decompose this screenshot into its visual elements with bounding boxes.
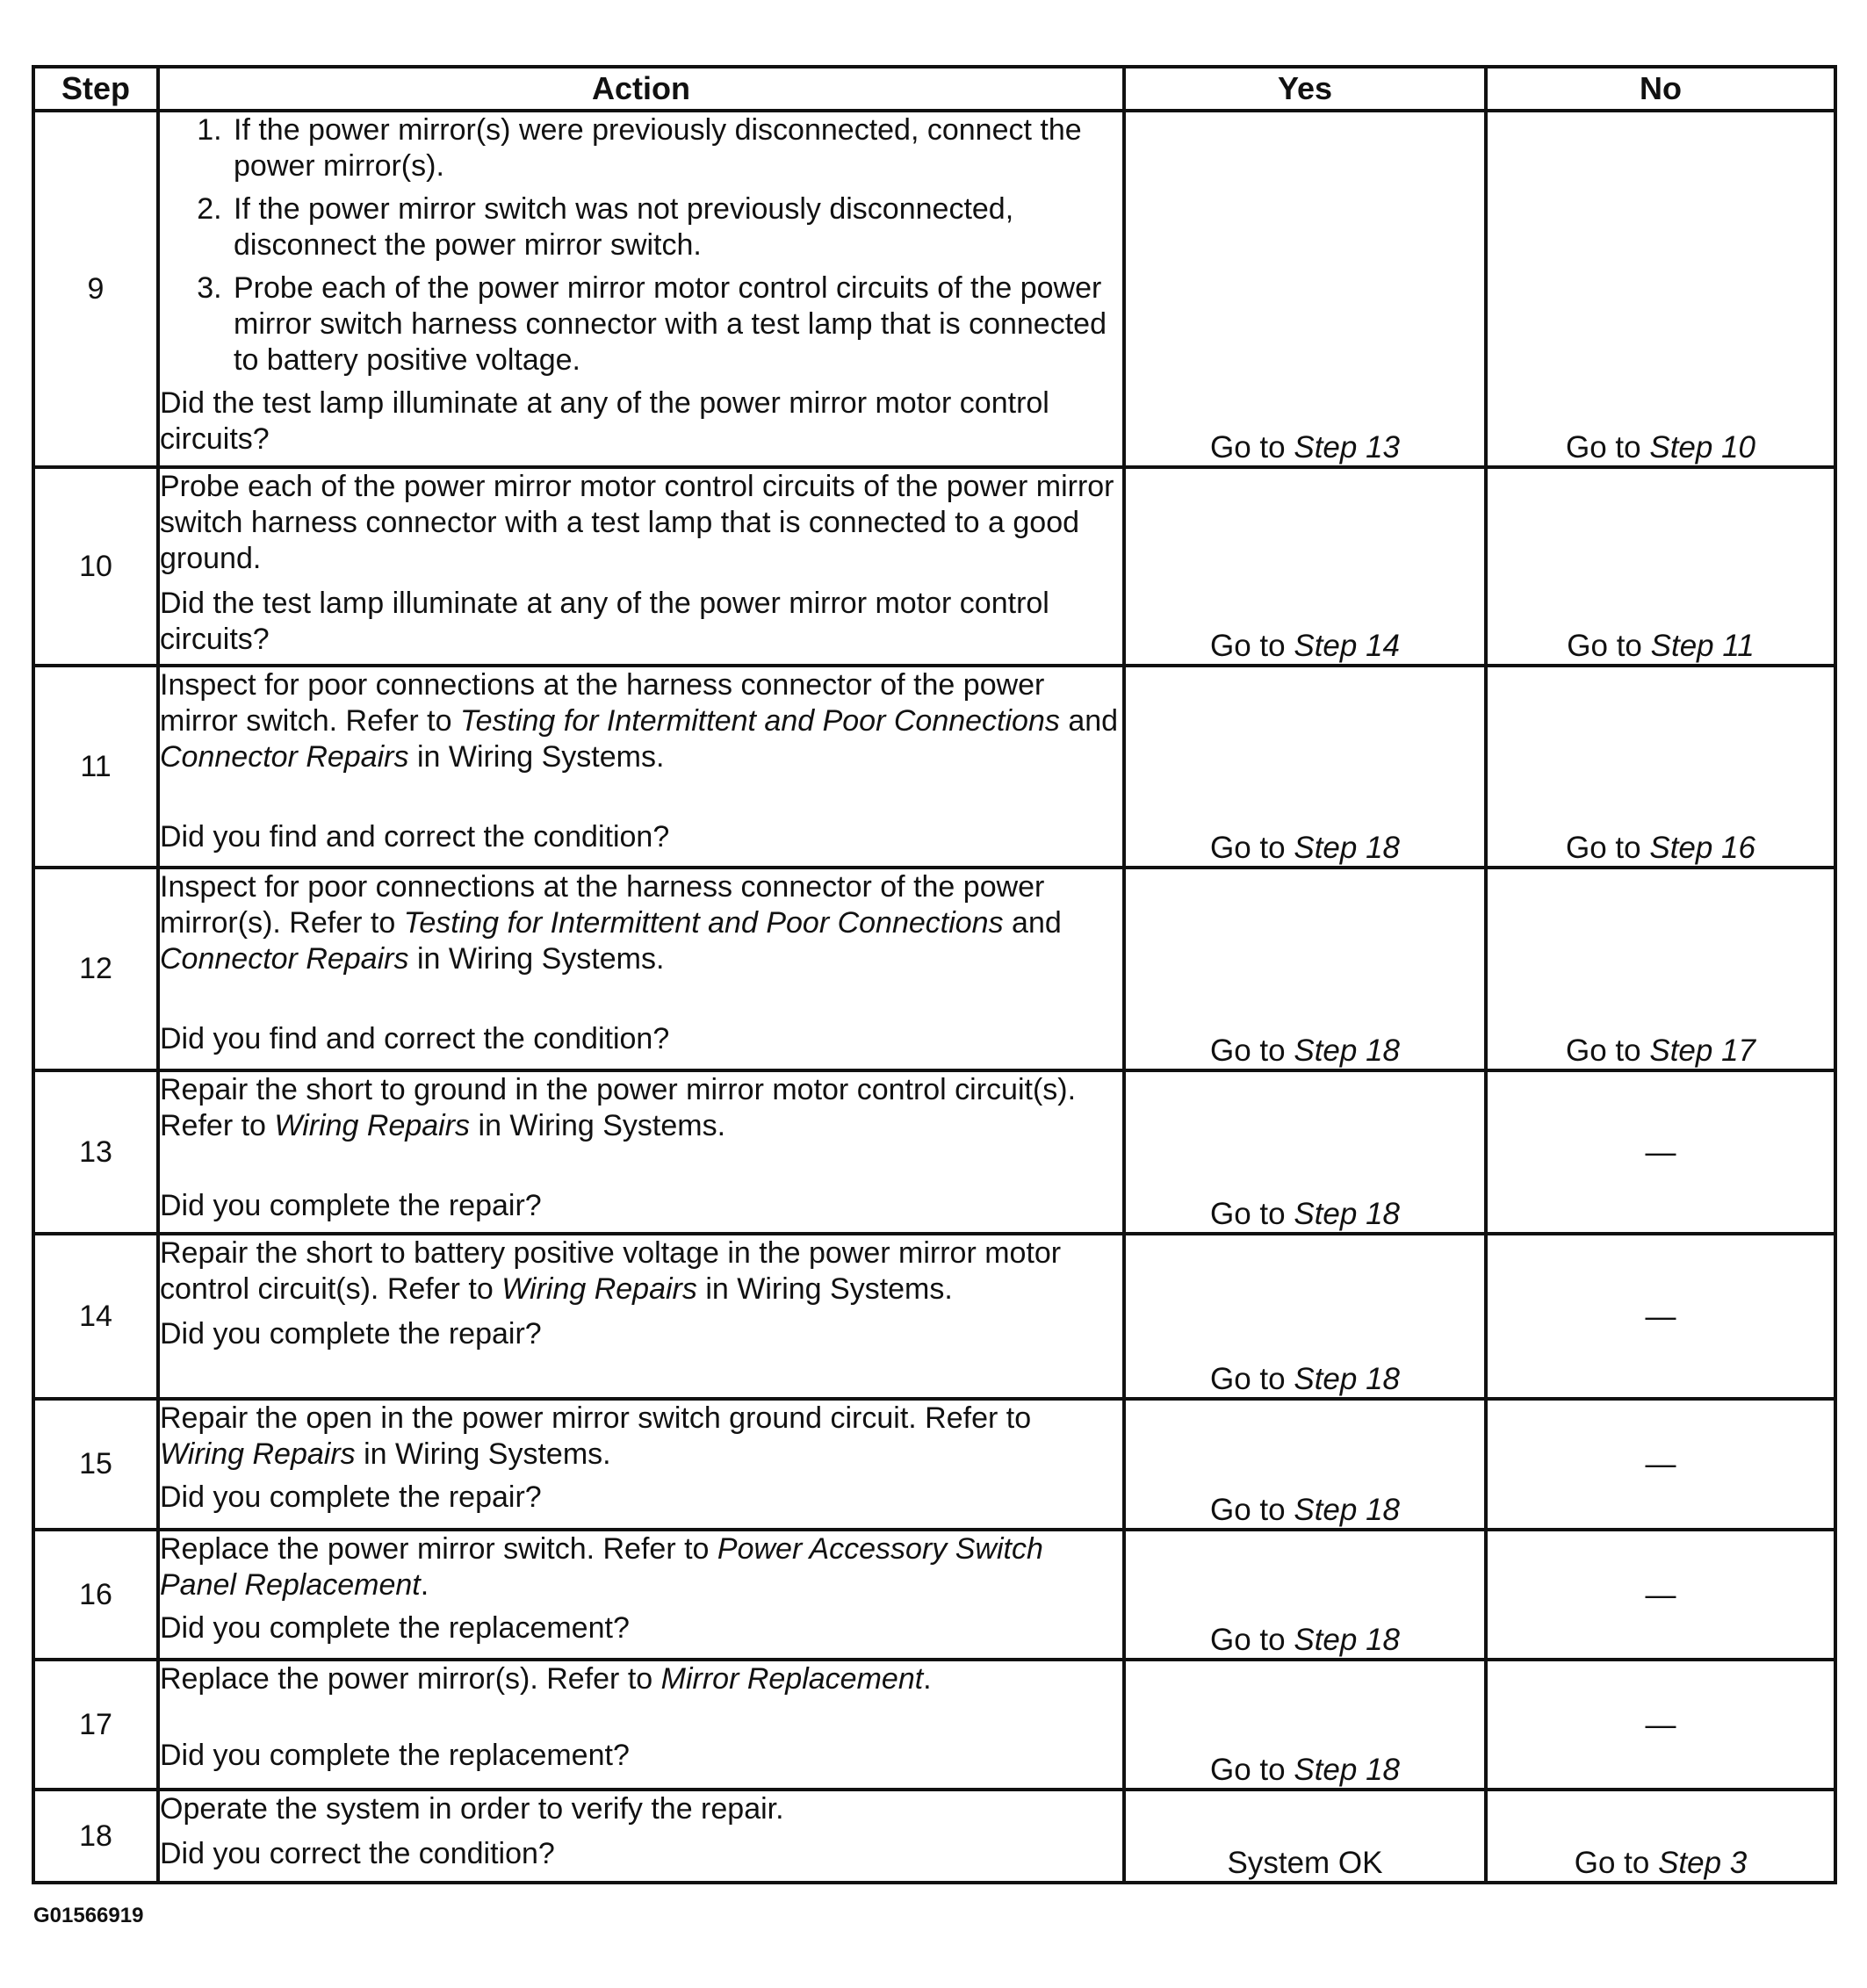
action-cell	[158, 1399, 1124, 1530]
substep-item: 2. If the power mirror switch was not previously disconnected, disconnect the power mirror switch.	[230, 191, 1122, 263]
yes-step-ref: Step 18	[1294, 1493, 1400, 1527]
action-cell	[158, 1660, 1124, 1790]
reference-link: Wiring Repairs	[274, 1109, 471, 1142]
instruction-text: Repair the short to battery positive voltage in the power mirror motor control circuit(s). Refer to	[160, 1236, 1062, 1306]
yes-step-ref: Step 18	[1294, 831, 1400, 865]
action-instruction: Probe each of the power mirror motor control circuits of the power mirror switch harness connector with a test lamp that is connected to a good ground.	[160, 470, 1114, 575]
action-question: Did the test lamp illuminate at any of the power mirror motor control circuits?	[160, 587, 1049, 656]
action-cell	[158, 666, 1124, 868]
no-prefix: Go to	[1574, 1846, 1650, 1880]
yes-step-ref: Step 13	[1294, 430, 1400, 465]
reference-link: Wiring Repairs	[160, 1437, 356, 1471]
yes-prefix: Go to	[1210, 831, 1286, 865]
action-cell	[158, 1070, 1124, 1234]
action-question: Did you correct the condition?	[160, 1837, 555, 1870]
action-instruction	[160, 1235, 1122, 1307]
no-prefix: Go to	[1566, 831, 1641, 865]
yes-cell: System OK	[1124, 1790, 1486, 1883]
action-question: Did you find and correct the condition?	[160, 820, 670, 854]
yes-cell	[1124, 467, 1486, 666]
no-cell	[1486, 1530, 1835, 1660]
no-value: —	[1645, 1134, 1676, 1170]
yes-cell	[1124, 1530, 1486, 1660]
action-instruction: Operate the system in order to verify the repair.	[160, 1792, 784, 1826]
action-cell	[158, 1790, 1124, 1883]
yes-cell	[1124, 1399, 1486, 1530]
no-cell	[1486, 111, 1835, 467]
no-value: —	[1645, 1299, 1676, 1334]
reference-link: Connector Repairs	[160, 942, 409, 976]
action-instruction	[160, 1531, 1122, 1603]
substep-list	[160, 112, 1122, 378]
action-question: Did you complete the repair?	[160, 1480, 542, 1514]
instruction-text: in Wiring Systems.	[705, 1272, 953, 1306]
yes-cell	[1124, 666, 1486, 868]
no-step-ref: Step 10	[1649, 430, 1755, 465]
no-value: —	[1645, 1447, 1676, 1481]
yes-cell	[1124, 868, 1486, 1070]
yes-cell	[1124, 1070, 1486, 1234]
step-number: 11	[33, 666, 158, 868]
action-instruction	[160, 667, 1122, 775]
step-number: 9	[33, 111, 158, 467]
no-prefix: Go to	[1567, 629, 1642, 663]
yes-step-ref: Step 18	[1294, 1753, 1400, 1787]
instruction-text: .	[923, 1662, 932, 1696]
no-value: —	[1645, 1577, 1676, 1612]
table-row-step-10	[33, 467, 1835, 666]
no-header: No	[1486, 67, 1835, 111]
yes-cell	[1124, 111, 1486, 467]
no-cell	[1486, 1399, 1835, 1530]
no-cell	[1486, 1660, 1835, 1790]
no-cell	[1486, 868, 1835, 1070]
instruction-text: and	[1012, 906, 1062, 940]
action-instruction	[160, 1072, 1122, 1144]
table-row-step-18	[33, 1790, 1835, 1883]
table-row-step-17	[33, 1660, 1835, 1790]
table-row-step-11	[33, 666, 1835, 868]
step-number: 12	[33, 868, 158, 1070]
no-cell	[1486, 1790, 1835, 1883]
no-step-ref: Step 17	[1649, 1034, 1755, 1068]
yes-prefix: Go to	[1210, 1623, 1286, 1657]
reference-link: Wiring Repairs	[501, 1272, 697, 1306]
yes-step-ref: Step 18	[1294, 1623, 1400, 1657]
yes-header: Yes	[1124, 67, 1486, 111]
action-question: Did you complete the replacement?	[160, 1611, 630, 1645]
instruction-text: Repair the open in the power mirror switch ground circuit. Refer to	[160, 1401, 1032, 1435]
action-header: Action	[158, 67, 1124, 111]
action-cell	[158, 1234, 1124, 1399]
step-number: 17	[33, 1660, 158, 1790]
action-question: Did you complete the repair?	[160, 1317, 542, 1351]
figure-id: G01566919	[33, 1904, 144, 1927]
no-prefix: Go to	[1566, 430, 1641, 465]
no-cell	[1486, 1234, 1835, 1399]
step-header: Step	[33, 67, 158, 111]
substep-item: 1. If the power mirror(s) were previously disconnected, connect the power mirror(s).	[230, 112, 1122, 184]
instruction-text: Inspect for poor connections at the harness connector of the power mirror switch. Refer to	[160, 668, 1045, 738]
no-step-ref: Step 11	[1650, 629, 1755, 663]
action-cell	[158, 1530, 1124, 1660]
yes-prefix: Go to	[1210, 1362, 1286, 1396]
table-row-step-12	[33, 868, 1835, 1070]
instruction-text: Replace the power mirror(s). Refer to	[160, 1662, 653, 1696]
step-number: 18	[33, 1790, 158, 1883]
reference-link: Testing for Intermittent and Poor Connections	[459, 704, 1060, 738]
action-cell	[158, 111, 1124, 467]
action-question: Did you complete the replacement?	[160, 1739, 630, 1772]
diagnostic-table-container	[32, 65, 1834, 1884]
action-instruction	[160, 869, 1122, 977]
table-row-step-9	[33, 111, 1835, 467]
no-step-ref: Step 3	[1658, 1846, 1748, 1880]
no-cell	[1486, 666, 1835, 868]
reference-link: Power Accessory Switch Panel Replacement	[160, 1532, 1043, 1602]
no-value: —	[1645, 1707, 1676, 1742]
yes-cell	[1124, 1234, 1486, 1399]
instruction-text: Inspect for poor connections at the harness connector of the power mirror(s). Refer to	[160, 870, 1045, 940]
header-row	[33, 67, 1835, 111]
action-instruction	[160, 1661, 1122, 1697]
instruction-text: in Wiring Systems.	[478, 1109, 726, 1142]
no-cell	[1486, 1070, 1835, 1234]
yes-prefix: Go to	[1210, 1197, 1286, 1231]
yes-cell	[1124, 1660, 1486, 1790]
step-number: 13	[33, 1070, 158, 1234]
yes-step-ref: Step 18	[1294, 1362, 1400, 1396]
yes-prefix: Go to	[1210, 430, 1286, 465]
yes-prefix: Go to	[1210, 1034, 1286, 1068]
yes-prefix: Go to	[1210, 1753, 1286, 1787]
table-row-step-13	[33, 1070, 1835, 1234]
yes-step-ref: Step 14	[1294, 629, 1400, 663]
substep-item: 3. Probe each of the power mirror motor control circuits of the power mirror switch harness connector with a test lamp that is connected to battery positive voltage.	[230, 270, 1122, 378]
step-number: 10	[33, 467, 158, 666]
table-row-step-15	[33, 1399, 1835, 1530]
instruction-text: in Wiring Systems.	[416, 740, 665, 774]
instruction-text: and	[1068, 704, 1119, 738]
action-cell	[158, 868, 1124, 1070]
no-step-ref: Step 16	[1649, 831, 1755, 865]
step-number: 14	[33, 1234, 158, 1399]
instruction-text: .	[420, 1568, 429, 1602]
diagnostic-table	[32, 65, 1837, 1884]
table-row-step-16	[33, 1530, 1835, 1660]
yes-prefix: Go to	[1210, 1493, 1286, 1527]
yes-step-ref: Step 18	[1294, 1034, 1400, 1068]
table-row-step-14	[33, 1234, 1835, 1399]
reference-link: Connector Repairs	[160, 740, 409, 774]
yes-step-ref: Step 18	[1294, 1197, 1400, 1231]
action-question: Did you complete the repair?	[160, 1189, 542, 1222]
instruction-text: Replace the power mirror switch. Refer to	[160, 1532, 710, 1566]
yes-prefix: Go to	[1210, 629, 1286, 663]
no-cell	[1486, 467, 1835, 666]
instruction-text: in Wiring Systems.	[364, 1437, 611, 1471]
instruction-text: in Wiring Systems.	[416, 942, 665, 976]
instruction-text: Repair the short to ground in the power mirror motor control circuit(s). Refer to	[160, 1073, 1077, 1142]
step-number: 16	[33, 1530, 158, 1660]
reference-link: Testing for Intermittent and Poor Connections	[403, 906, 1004, 940]
no-prefix: Go to	[1566, 1034, 1641, 1068]
action-instruction	[160, 1401, 1122, 1473]
reference-link: Mirror Replacement	[660, 1662, 924, 1696]
action-question: Did you find and correct the condition?	[160, 1022, 670, 1055]
action-question: Did the test lamp illuminate at any of the power mirror motor control circuits?	[160, 386, 1049, 456]
action-cell	[158, 467, 1124, 666]
step-number: 15	[33, 1399, 158, 1530]
